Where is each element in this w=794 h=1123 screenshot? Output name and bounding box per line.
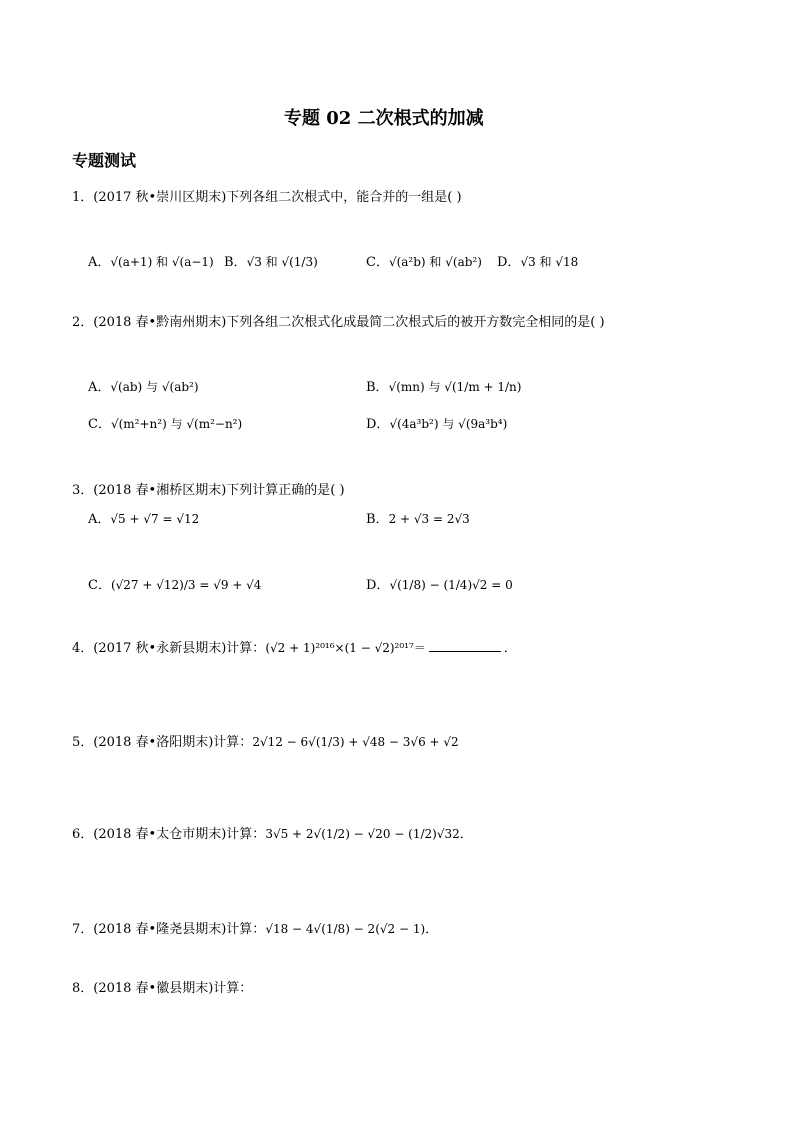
option-label: B． [366,512,389,527]
option-label: A． [88,512,111,527]
question-5-stem: 5．(2018 春•洛阳期末)计算： [72,735,253,750]
question-6 [72,823,473,842]
question-4 [72,637,517,656]
option-label: B． [224,255,247,270]
question-6-end: ． [459,827,473,842]
q3-option-a[interactable] [88,508,199,527]
option-expr: √(1/8) − (1/4)√2 = 0 [389,578,513,592]
option-expr: √(4a³b²) 与 √(9a³b⁴) [389,417,508,431]
option-label: C． [88,578,111,593]
answer-blank[interactable] [429,650,501,652]
question-7 [72,918,438,937]
q1-option-b[interactable] [224,251,318,270]
q2-option-d[interactable] [366,413,507,432]
question-7-expr: √18 − 4√(1/8) − 2(√2 − 1) [265,922,426,936]
question-6-stem: 6．(2018 春•太仓市期末)计算： [72,827,266,842]
q1-option-a[interactable] [88,251,214,270]
option-label: D． [366,578,390,593]
option-expr: (√27 + √12)/3 = √9 + √4 [110,578,262,592]
option-expr: √5 + √7 = √12 [110,512,200,526]
page-title: 专题 02 二次根式的加减 [284,108,484,129]
section-heading: 专题测试 [72,151,137,170]
question-4-end: ． [503,641,517,656]
option-expr: √(a²b) 和 √(ab²) [388,255,482,269]
q2-option-b[interactable] [366,376,521,395]
option-expr: √3 和 √18 [520,255,579,269]
q1-option-c[interactable] [366,251,482,270]
option-label: A． [88,380,111,395]
option-expr: √(mn) 与 √(1/m + 1/n) [388,380,522,394]
question-5-expr: 2√12 − 6√(1/3) + √48 − 3√6 + √2 [252,735,459,749]
option-label: D． [497,255,521,270]
option-label: C． [366,255,389,270]
question-6-expr: 3√5 + 2√(1/2) − √20 − (1/2)√32 [265,827,460,841]
question-4-stem: 4．(2017 秋•永新县期末)计算： [72,641,266,656]
q2-option-c[interactable] [88,413,242,432]
option-label: C． [88,417,111,432]
question-4-expr: (√2 + 1)²⁰¹⁶×(1 − √2)²⁰¹⁷＝ [265,641,426,655]
q3-option-c[interactable] [88,574,261,593]
question-8-stem: 8．(2018 春•徽县期末)计算： [72,981,253,996]
question-3-stem: 3．(2018 春•湘桥区期末)下列计算正确的是( ) [72,483,345,498]
option-expr: √(ab) 与 √(ab²) [110,380,199,394]
option-label: D． [366,417,390,432]
q3-option-d[interactable] [366,574,513,593]
option-label: A． [88,255,111,270]
option-label: B． [366,380,389,395]
q1-option-d[interactable] [497,251,578,270]
q2-option-a[interactable] [88,376,199,395]
option-expr: 2 + √3 = 2√3 [388,512,470,526]
question-1-stem: 1．(2017 秋•崇川区期末)下列各组二次根式中，能合并的一组是( ) [72,190,462,205]
question-2-stem: 2．(2018 春•黔南州期末)下列各组二次根式化成最简二次根式后的被开方数完全相同的是( ) [72,315,605,330]
question-7-stem: 7．(2018 春•隆尧县期末)计算： [72,922,266,937]
option-expr: √(m²+n²) 与 √(m²−n²) [110,417,243,431]
q3-option-b[interactable] [366,508,470,527]
question-7-end: ． [425,922,439,937]
option-expr: √3 和 √(1/3) [246,255,318,269]
option-expr: √(a+1) 和 √(a−1) [110,255,214,269]
question-5 [72,731,459,750]
